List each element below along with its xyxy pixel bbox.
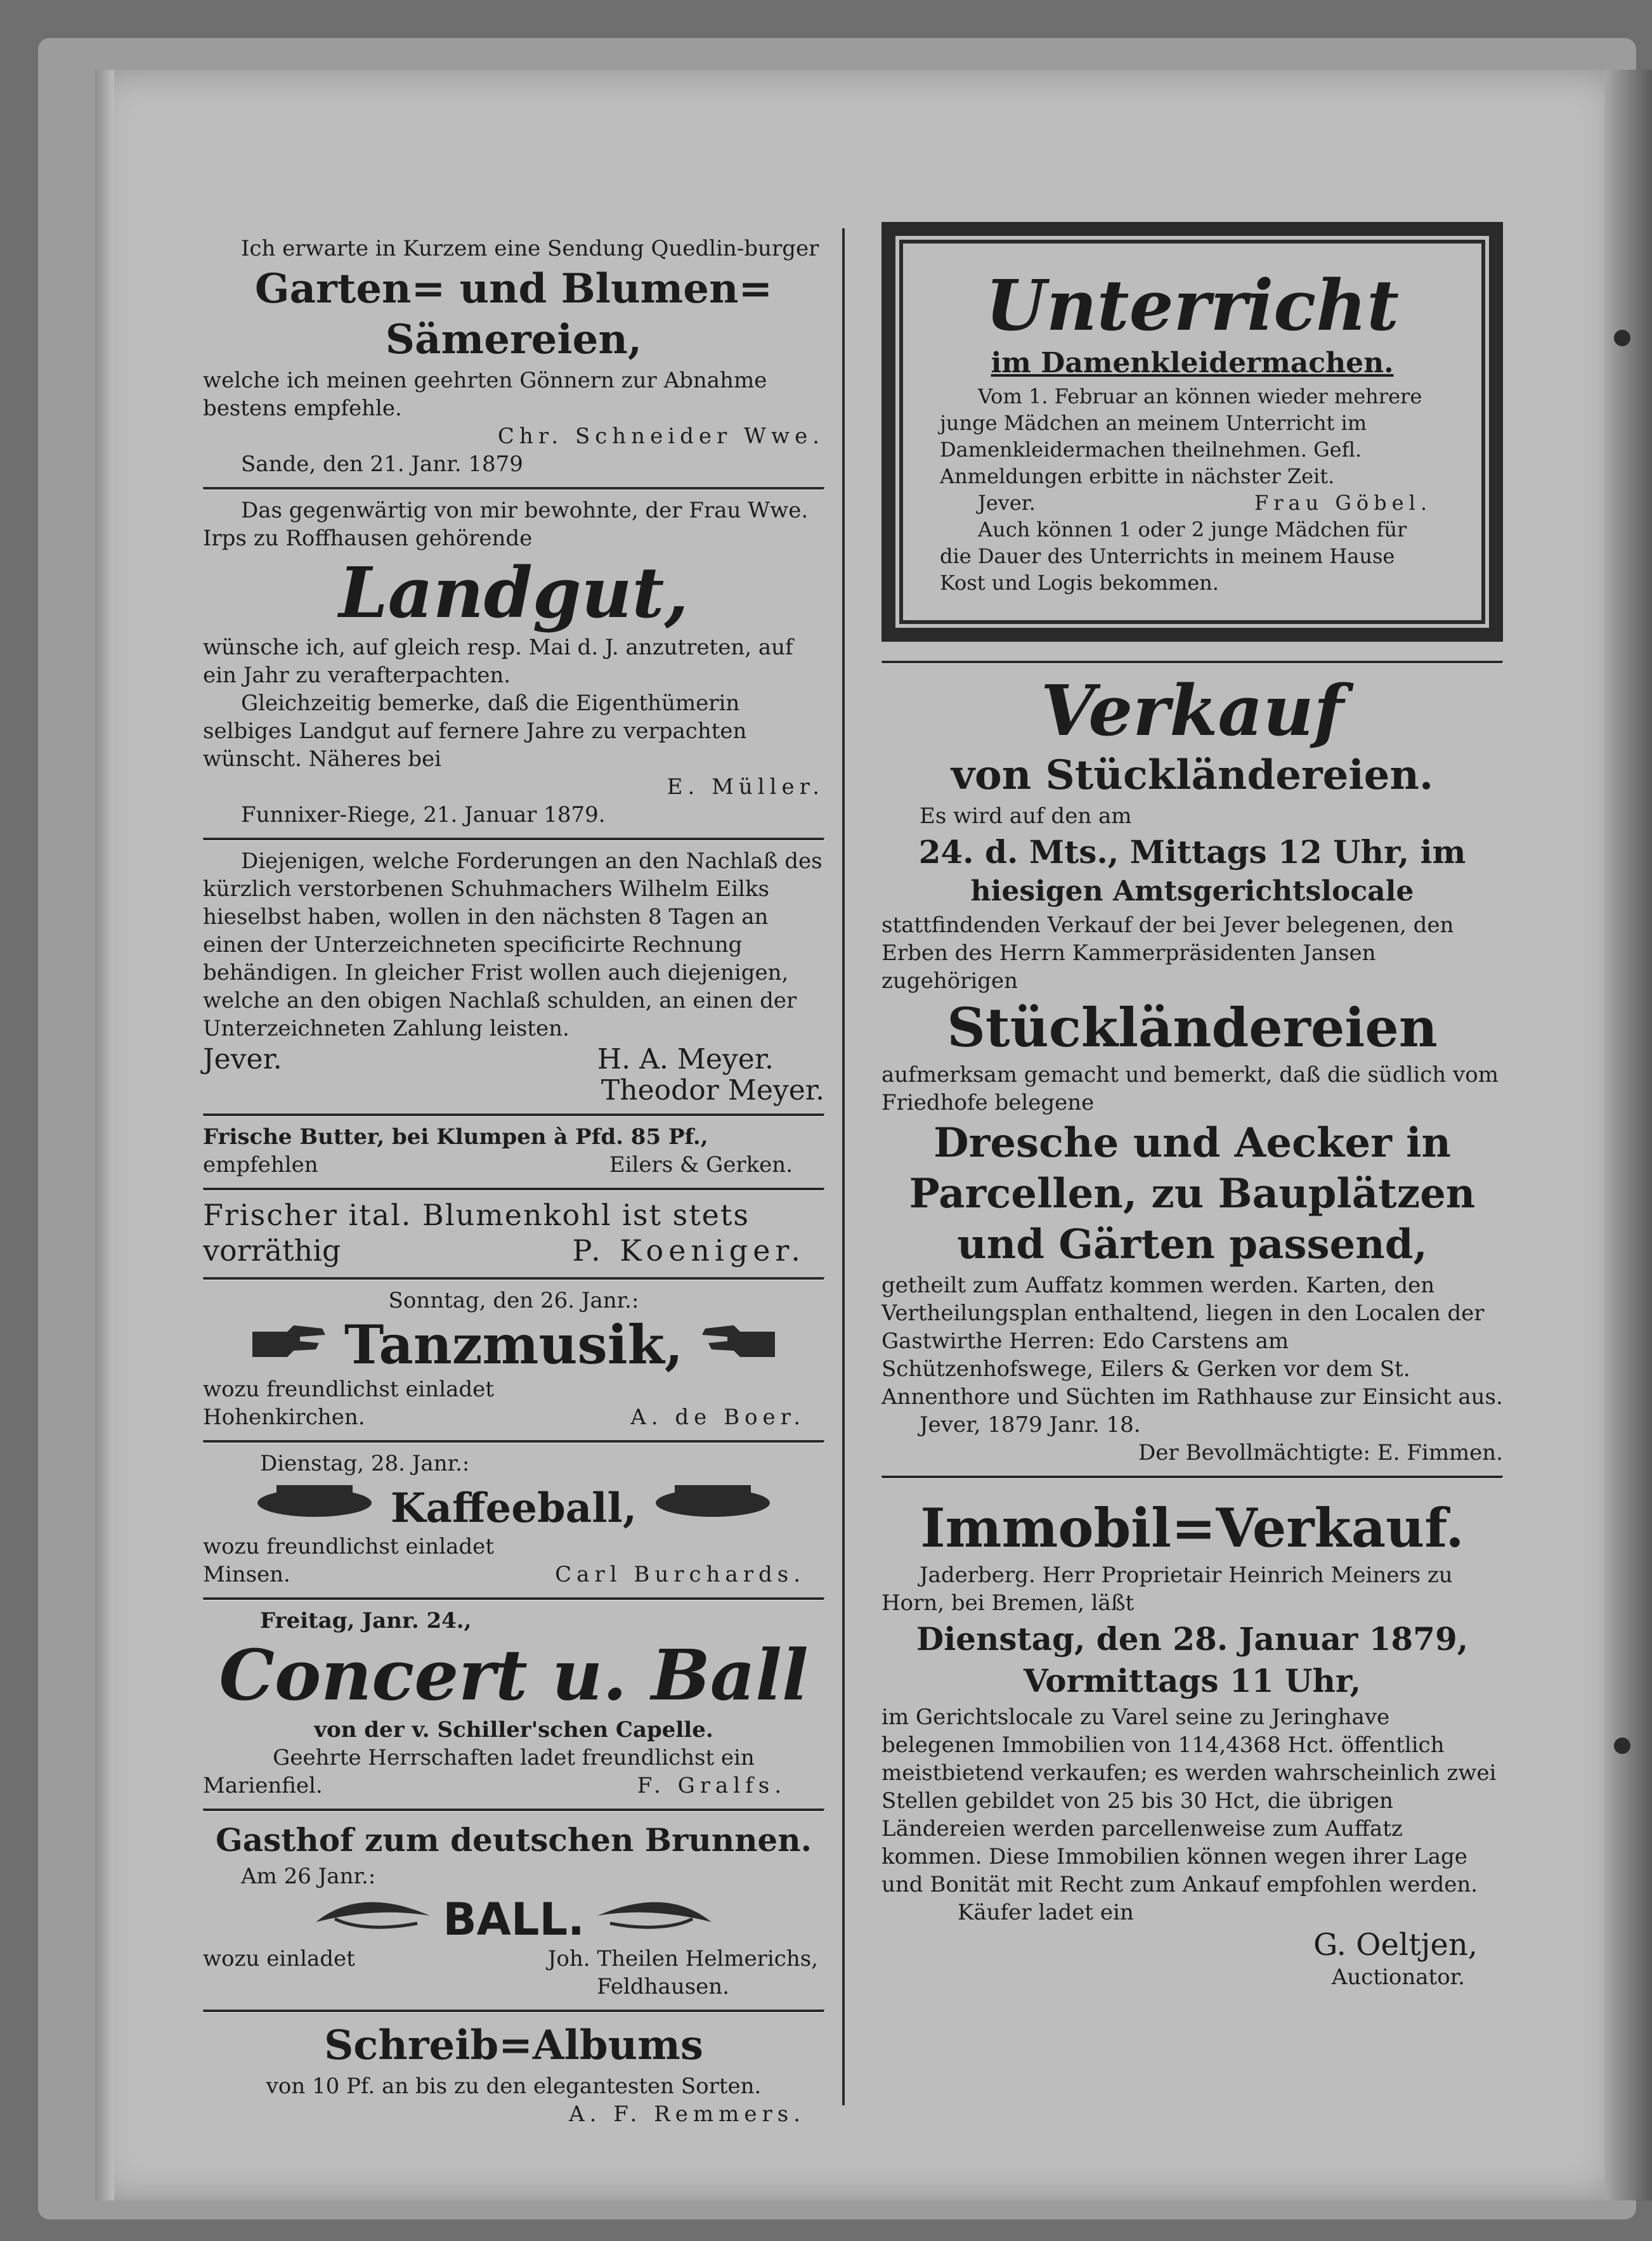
ad-subtitle: von Stückländereien. [951,751,1434,799]
ad-signer: Joh. Theilen Helmerichs, [547,1946,818,1971]
ad-date: Am 26 Janr.: [241,1864,376,1889]
ad-body: Gleichzeitig bemerke, daß die Eigenthümerin selbiges Landgut auf fernere Jahre zu verpachten wünscht. Näheres bei [203,691,747,772]
ad-verkauf [881,664,1503,1476]
ad-highlight: Parcellen, zu Bauplätzen [909,1170,1476,1218]
ad-place: Feldhausen. [597,1974,729,1999]
ad-body: getheilt zum Auffatz kommen werden. Karten, den Vertheilungsplan enthaltend, liegen in den Localen der Gastwirthe Herren: Edo Carstens am Schützenhofswege, Eilers & Gerken vor dem St. Annenthore und Süchten im Rathhause zur Einsicht aus. [881,1273,1503,1410]
leaf-ornament-icon [591,1890,718,1935]
coffee-pot-ornament-icon [649,1478,776,1522]
ad-signer: P. Koeniger. [572,1233,805,1268]
ad-gasthof-ball [203,1812,824,2010]
ad-signer: Chr. Schneider Wwe. [497,424,824,449]
ad-signer: A. F. Remmers. [569,2101,805,2127]
ad-concert-ball [203,1601,824,1809]
ad-subtitle: im Damenkleidermachen. [991,347,1394,379]
ad-body: stattfindenden Verkauf der bei Jever belegenen, den Erben des Herrn Kammerpräsidenten Jansen zugehörigen [881,913,1454,994]
ad-body: wozu freundlichst einladet [203,1534,494,1559]
ad-body: Geehrte Herrschaften ladet freundlichst ein [273,1745,755,1770]
coffee-pot-ornament-icon [251,1478,378,1522]
ad-body: wünsche ich, auf gleich resp. Mai d. J. anzutreten, auf ein Jahr zu verafterpachten. [203,635,793,688]
ad-landgut [203,490,824,838]
ad-dateline: Funnixer-Riege, 21. Januar 1879. [241,802,606,828]
left-column [203,228,824,2137]
ad-body: im Gerichtslocale zu Varel seine zu Jeringhave belegenen Immobilien von 114,4368 Hct. öffentlich meistbietend verkaufen; es werden wahrscheinlich zwei Stellen gebildet von 25 bis 30 Hct, die übrigen Ländereien werden parcellenweise zum Auffatz kommen. Diese Immobilien können wegen ihrer Lage und Bonität mit Recht zum Ankauf empfohlen werden. [881,1705,1497,1897]
ad-event: BALL. [443,1893,585,1945]
ad-body: Vom 1. Februar an können wieder mehrere junge Mädchen an meinem Unterricht im Damenkleidermachen theilnehmen. Gefl. Anmeldungen erbitte in nächster Zeit. [940,384,1422,488]
ad-signer: Eilers & Gerken. [609,1152,793,1178]
ad-body: von der v. Schiller'schen Capelle. [314,1717,713,1743]
ad-highlight: Dresche und Aecker in [933,1119,1451,1167]
ad-body: wozu freundlichst einladet [203,1377,494,1402]
ad-title: Schreib=Albums [324,2022,703,2069]
ad-time: Vormittags 11 Uhr, [1024,1662,1361,1699]
ad-cauliflower [203,1191,824,1277]
ad-venue: hiesigen Amtsgerichtslocale [970,875,1414,907]
ad-schreib-albums [203,2013,824,2137]
ad-butter [203,1117,824,1188]
ad-kaffeeball [203,1443,824,1597]
ad-intro: Ich erwarte in Kurzem eine Sendung Quedlin-burger [241,236,819,261]
ad-body: welche ich meinen geehrten Gönnern zur Abnahme bestens empfehle. [203,368,767,421]
ad-title: Immobil=Verkauf. [920,1497,1464,1559]
ad-dateline: Sande, den 21. Janr. 1879 [241,451,523,477]
page-edge-right [1604,70,1652,2200]
ad-place: Hohenkirchen. [203,1405,365,1430]
ad-body: von 10 Pf. an bis zu den elegantesten Sorten. [266,2074,762,2099]
ad-signer: Carl Burchards. [555,1562,805,1587]
ad-body: wozu einladet [203,1946,355,1971]
ad-tanzmusik [203,1280,824,1440]
ad-signer: Frau Göbel. [1254,491,1432,515]
ad-highlight: und Gärten passend, [957,1221,1428,1268]
ad-dateline: Jever, 1879 Janr. 18. [920,1412,1141,1438]
ad-line: vorräthig [203,1233,341,1268]
ad-place: Jever. [978,491,1036,515]
ad-signer: H. A. Meyer. [597,1043,774,1075]
ad-place: Marienfiel. [203,1773,323,1798]
ad-immobil-verkauf [881,1479,1503,2000]
ad-line: Frischer ital. Blumenkohl ist stets [203,1198,750,1232]
ad-title: Sämereien, [385,316,642,363]
ad-intro: Das gegenwärtig von mir bewohnte, der Frau Wwe. Irps zu Roffhausen gehörende [203,498,809,551]
pointing-hand-icon [249,1319,332,1363]
pointing-hand-icon [696,1319,778,1363]
ad-date: Freitag, Janr. 24., [260,1608,472,1634]
ad-body: Jaderberg. Herr Proprietair Heinrich Meiners zu Horn, bei Bremen, läßt [881,1562,1453,1616]
ad-signer: G. Oeltjen, [1313,1927,1478,1963]
ad-date: 24. d. Mts., Mittags 12 Uhr, im [918,833,1466,871]
ad-title: Verkauf [1041,670,1344,751]
ad-body: Auch können 1 oder 2 junge Mädchen für die Dauer des Unterrichts in meinem Hause Kost und Logis bekommen. [940,517,1407,595]
column-rule [842,228,845,2105]
ad-signer: Der Bevollmächtigte: E. Fimmen. [1138,1440,1503,1465]
ad-body: Diejenigen, welche Forderungen an den Nachlaß des kürzlich verstorbenen Schuhmachers Wilhelm Eilks hieselbst haben, wollen in den nächsten 8 Tagen an einen der Unterzeichneten specificirte Rechnung behändigen. In gleicher Frist wollen auch diejenigen, welche an den obigen Nachlaß schulden, an einen der Unterzeichneten Zahlung leisten. [203,848,823,1041]
ad-title: Tanzmusik, [344,1313,684,1376]
ad-unterricht-frame [881,222,1503,642]
ad-date: Sonntag, den 26. Janr.: [388,1288,639,1313]
ad-signer: Theodor Meyer. [601,1074,824,1107]
ad-intro: Es wird auf den am [920,803,1132,829]
ad-date: Dienstag, den 28. Januar 1879, [916,1620,1469,1658]
right-column [881,222,1503,2000]
ad-body: Käufer ladet ein [958,1900,1134,1925]
ad-body: aufmerksam gemacht und bemerkt, daß die südlich vom Friedhofe belegene [881,1062,1499,1115]
binding-hole [1614,330,1630,346]
leaf-ornament-icon [309,1890,436,1935]
ad-line: empfehlen [203,1152,318,1178]
ad-title: Stückländereien [947,996,1438,1059]
ad-garden-seeds [203,228,824,487]
ad-estate-claims [203,841,824,1114]
ad-place: Minsen. [203,1562,290,1587]
ad-place: Jever. [203,1043,282,1075]
ad-role: Auctionator. [1331,1965,1465,1990]
ad-title: Unterricht [985,264,1400,346]
ad-title: Garten= und Blumen= [254,265,773,313]
ad-title: Gasthof zum deutschen Brunnen. [216,1821,812,1859]
ad-line: Frische Butter, bei Klumpen à Pfd. 85 Pf., [203,1124,708,1150]
binding-hole [1614,1738,1630,1754]
ad-signer: A. de Boer. [630,1405,805,1430]
ad-title: Concert u. Ball [219,1634,809,1716]
ad-title: Kaffeeball, [390,1484,637,1532]
ad-title: Landgut, [339,552,689,633]
ad-signer: F. Gralfs. [637,1773,786,1798]
ad-signer: E. Müller. [667,774,824,800]
page-fold [95,70,114,2200]
ad-date: Dienstag, 28. Janr.: [260,1451,470,1476]
